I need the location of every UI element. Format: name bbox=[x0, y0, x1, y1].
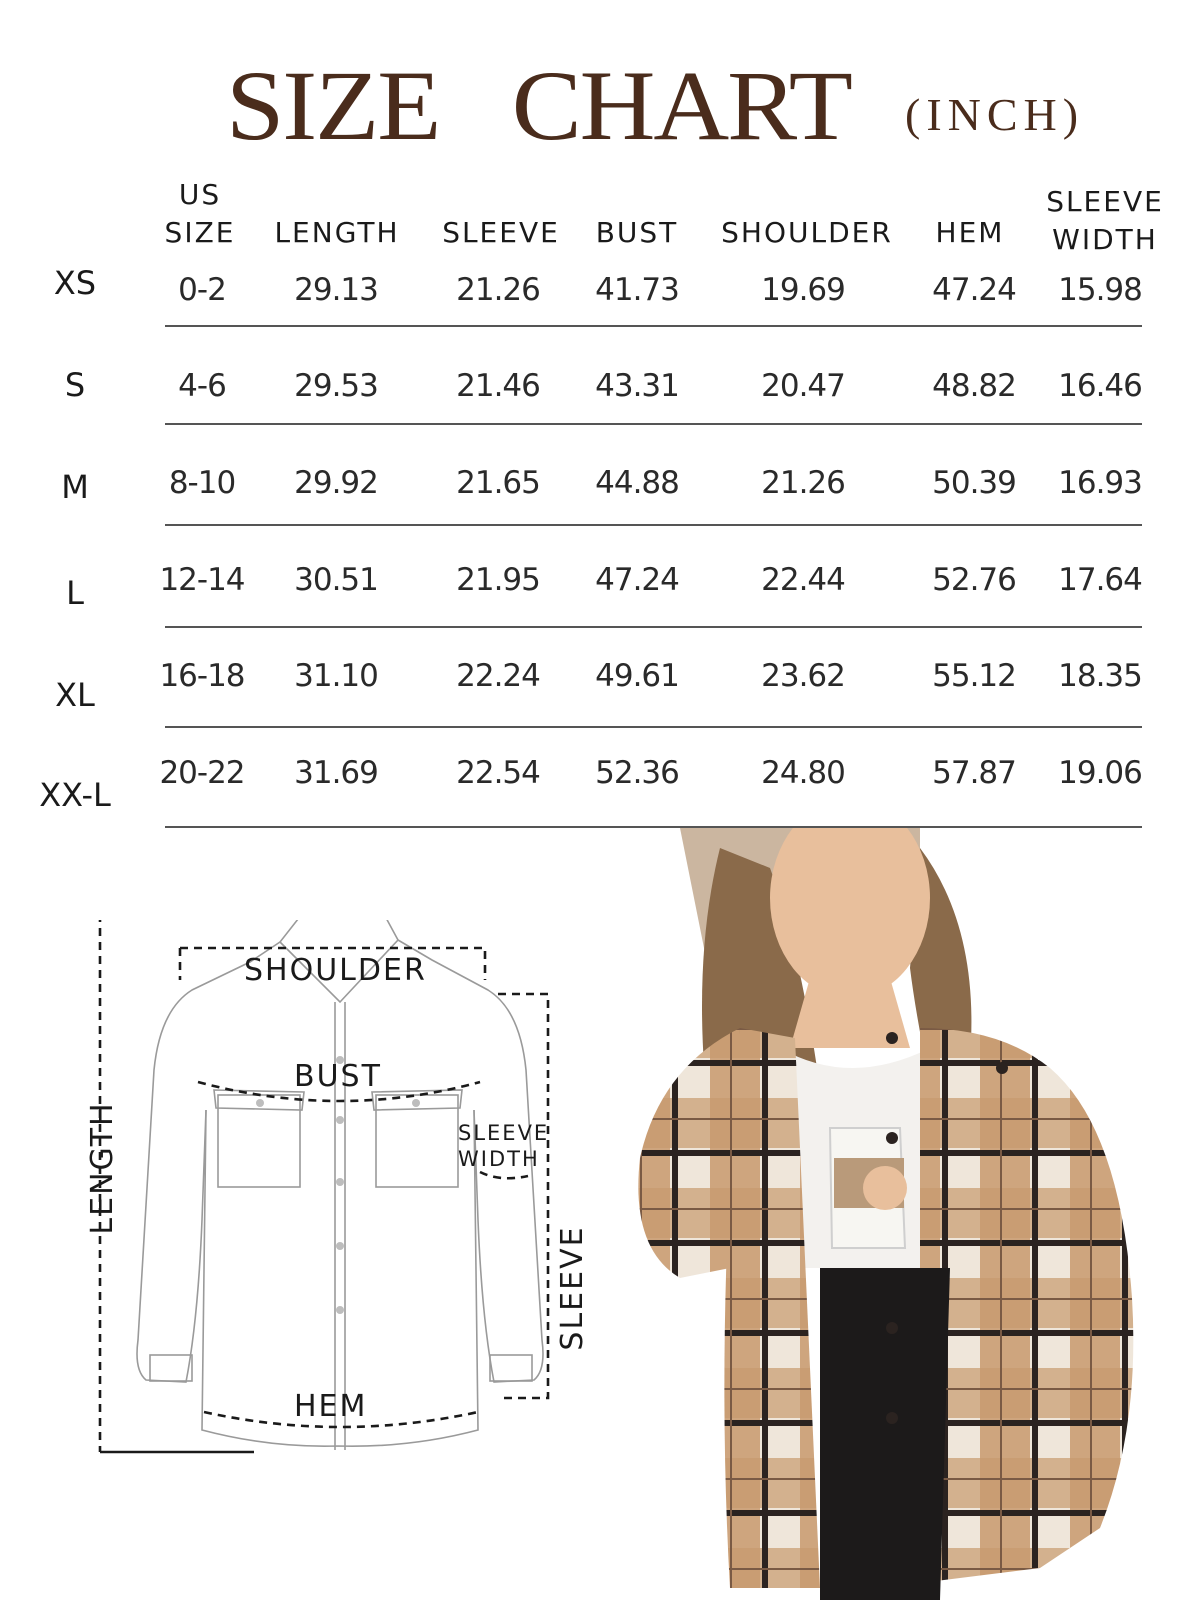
cell-sleeve-width: 19.06 bbox=[1058, 755, 1142, 791]
header-us-size bbox=[160, 176, 240, 252]
header-sleeve-width bbox=[1040, 183, 1170, 259]
cell-shoulder: 22.44 bbox=[761, 562, 845, 598]
cell-length: 29.53 bbox=[294, 368, 378, 404]
size-chart-title bbox=[0, 30, 1200, 160]
cell-hem: 55.12 bbox=[932, 658, 1016, 694]
cell-sleeve: 21.65 bbox=[456, 465, 540, 501]
cell-us: 0-2 bbox=[178, 272, 226, 308]
row-size-label: M bbox=[61, 468, 89, 506]
cell-us: 4-6 bbox=[178, 368, 226, 404]
cell-us: 12-14 bbox=[159, 562, 245, 598]
header-sleeve-width-line2: WIDTH bbox=[1052, 223, 1158, 256]
cell-sleeve-width: 17.64 bbox=[1058, 562, 1142, 598]
row-divider bbox=[165, 325, 1142, 327]
cell-length: 29.92 bbox=[294, 465, 378, 501]
label-bust: BUST bbox=[294, 1059, 382, 1094]
cell-hem: 47.24 bbox=[932, 272, 1016, 308]
title-main: SIZE CHART bbox=[226, 50, 851, 161]
cell-hem: 57.87 bbox=[932, 755, 1016, 791]
cell-bust: 44.88 bbox=[595, 465, 679, 501]
label-sleeve: SLEEVE bbox=[555, 1225, 590, 1351]
cell-sleeve: 22.54 bbox=[456, 755, 540, 791]
header-hem: HEM bbox=[935, 216, 1005, 249]
cell-shoulder: 23.62 bbox=[761, 658, 845, 694]
row-size-label: L bbox=[66, 574, 84, 612]
row-size-label: XS bbox=[53, 264, 97, 302]
jacket-measurement-diagram bbox=[80, 920, 620, 1500]
row-divider bbox=[165, 423, 1142, 425]
header-us-size-line2: SIZE bbox=[164, 216, 236, 249]
cell-length: 29.13 bbox=[294, 272, 378, 308]
label-sleeve-width-line2: WIDTH bbox=[458, 1147, 540, 1171]
row-divider bbox=[165, 626, 1142, 628]
cell-bust: 52.36 bbox=[595, 755, 679, 791]
cell-sleeve: 21.95 bbox=[456, 562, 540, 598]
cell-bust: 41.73 bbox=[595, 272, 679, 308]
cell-hem: 48.82 bbox=[932, 368, 1016, 404]
cell-shoulder: 19.69 bbox=[761, 272, 845, 308]
cell-hem: 50.39 bbox=[932, 465, 1016, 501]
cell-sleeve-width: 15.98 bbox=[1058, 272, 1142, 308]
label-sleeve-width-line1: SLEEVE bbox=[458, 1121, 550, 1145]
cell-shoulder: 20.47 bbox=[761, 368, 845, 404]
cell-shoulder: 24.80 bbox=[761, 755, 845, 791]
cell-length: 31.69 bbox=[294, 755, 378, 791]
cell-hem: 52.76 bbox=[932, 562, 1016, 598]
row-size-label: S bbox=[64, 366, 86, 404]
row-divider bbox=[165, 726, 1142, 728]
cell-sleeve: 21.26 bbox=[456, 272, 540, 308]
cell-bust: 47.24 bbox=[595, 562, 679, 598]
row-size-label: XL bbox=[55, 676, 95, 714]
cell-bust: 43.31 bbox=[595, 368, 679, 404]
header-length: LENGTH bbox=[274, 216, 400, 249]
cell-sleeve-width: 16.46 bbox=[1058, 368, 1142, 404]
cell-length: 31.10 bbox=[294, 658, 378, 694]
label-length: LENGTH bbox=[85, 1101, 120, 1235]
label-shoulder: SHOULDER bbox=[244, 953, 427, 988]
cell-us: 20-22 bbox=[159, 755, 245, 791]
header-sleeve-width-line1: SLEEVE bbox=[1046, 185, 1164, 218]
cell-sleeve-width: 18.35 bbox=[1058, 658, 1142, 694]
row-size-label: XX-L bbox=[39, 776, 111, 814]
cell-us: 16-18 bbox=[159, 658, 245, 694]
header-sleeve: SLEEVE bbox=[442, 216, 560, 249]
cell-us: 8-10 bbox=[168, 465, 236, 501]
header-us-size-line1: US bbox=[178, 178, 222, 211]
measurement-lines bbox=[100, 920, 548, 1452]
cell-sleeve: 21.46 bbox=[456, 368, 540, 404]
model-photo bbox=[620, 828, 1180, 1600]
title-unit: (INCH) bbox=[905, 89, 1085, 140]
cell-length: 30.51 bbox=[294, 562, 378, 598]
header-bust: BUST bbox=[595, 216, 679, 249]
cell-sleeve-width: 16.93 bbox=[1058, 465, 1142, 501]
label-hem: HEM bbox=[294, 1389, 368, 1424]
cell-bust: 49.61 bbox=[595, 658, 679, 694]
cell-shoulder: 21.26 bbox=[761, 465, 845, 501]
header-shoulder: SHOULDER bbox=[721, 216, 893, 249]
cell-sleeve: 22.24 bbox=[456, 658, 540, 694]
length-caps bbox=[100, 920, 254, 1452]
row-divider bbox=[165, 524, 1142, 526]
